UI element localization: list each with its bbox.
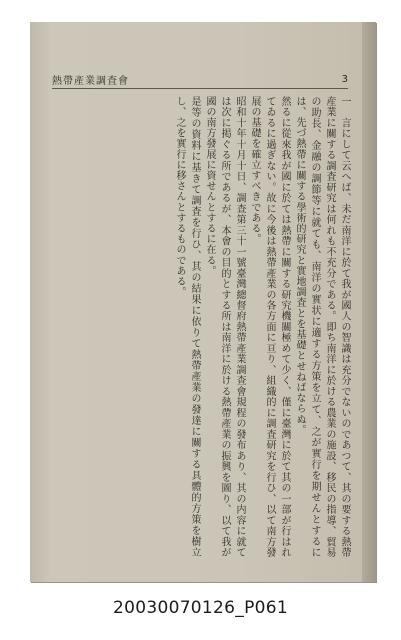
archive-id-caption: 20030070126_P061 [113, 598, 288, 618]
book-page [30, 22, 376, 582]
paragraph: 一 言にして云へば、未だ南洋に於て我が國人の智識は充分でないのであつて、其の要する熱帶産業に關する調査研究は何れも不充分である。即ち南洋に於ける農業の施設、移民の指導、貿易の助長、金融の調節等に就ても、南洋の實状に適する方策を立て、之が實行を期せんとするには、先づ熱帶に關する學術的研究と實地調査とを基礎とせねばならぬ。 [294, 96, 350, 558]
paragraph: 昭和十年十月十日、調查第三十一號臺灣總督府熱帶產業調查會規程の發布あり、其の内容に就ては次に掲ぐる所であるが、本會の目的とする所は南洋に於ける熱帶產業の振興を圖り、以て我が國の南方發展に資せんとするに在る。 [204, 96, 245, 558]
paragraph: 然るに從來我が國に於ては熱帶に關する研究機關極めて少く、僅に臺灣に於て其の一部が行はれてゐるに過ぎない。故に今後は熱帶產業の各方面に亘り、組織的に調査研究を行ひ、以て南方發展の基礎を確立すべきである。 [249, 96, 290, 558]
page-spine-edge [362, 22, 376, 582]
page-header [52, 70, 348, 89]
paragraph: 是等の資料に基きて調査を行ひ、其の結果に依りて熱帶產業の發達に關する具體的方策を樹立し、之を實行に移さんとするものである。 [174, 96, 200, 558]
page-number: 3 [341, 73, 348, 85]
body-text [52, 96, 352, 558]
running-head: 熱帶產業調査會 [52, 75, 129, 87]
